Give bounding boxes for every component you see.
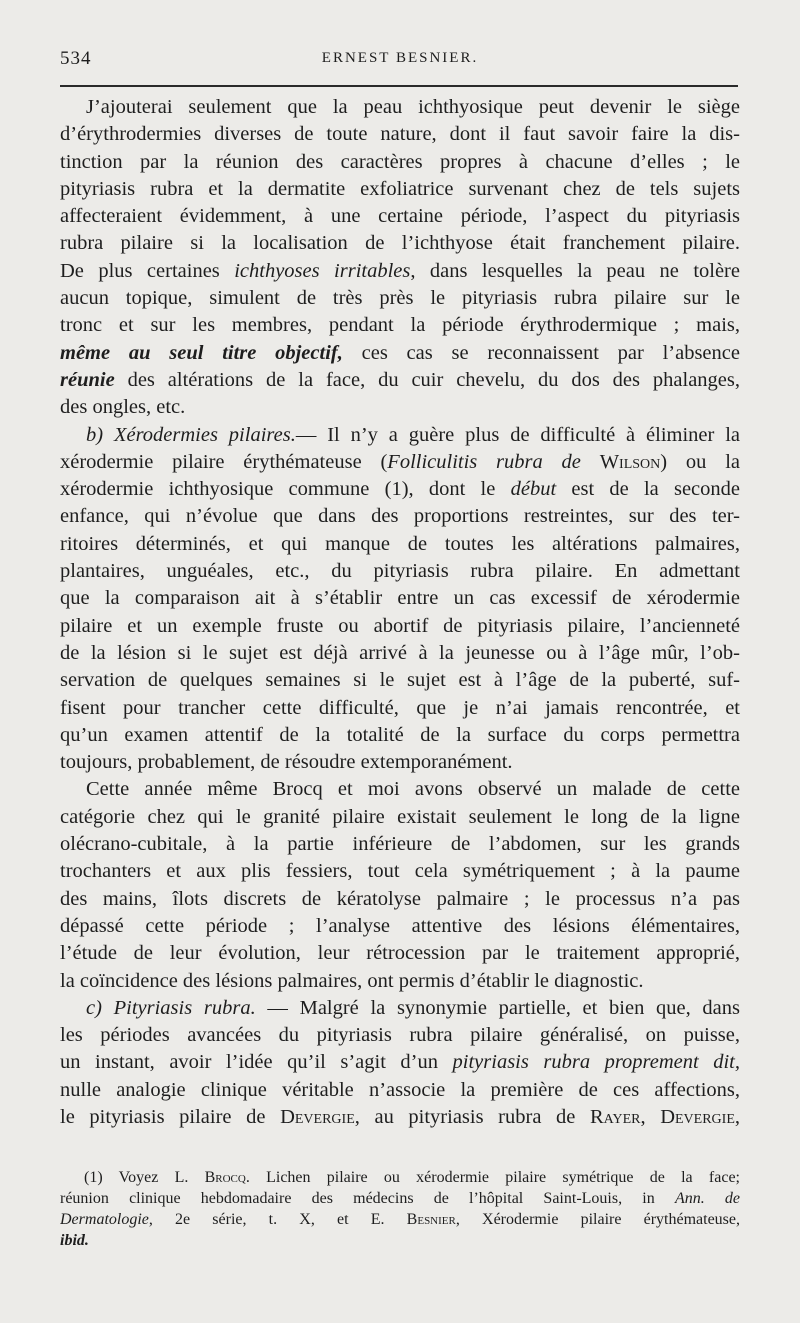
body-line — [60, 1077, 740, 1104]
body-text-run: d’érythrodermies diverses de toute nature, dont il faut savoir faire la dis- — [60, 123, 740, 146]
body-text-run: ichthyoses irritables — [234, 259, 411, 282]
body-text-run: des ongles, etc. — [60, 396, 186, 419]
body-text-run: ritoires déterminés, et qui manque de toutes les altérations palmaires, — [60, 532, 740, 555]
body-text-run: les périodes avancées du pityriasis rubra pilaire généralisé, on puisse, — [60, 1024, 740, 1047]
body-line — [60, 913, 740, 940]
body-text-run: que la comparaison ait à s’établir entre un cas excessif de xérodermie — [60, 587, 740, 610]
body-text-run: trochanters et aux plis fessiers, tout cela symétriquement ; à la paume — [60, 860, 740, 883]
body-line — [60, 449, 740, 476]
body-text-run: J’ajouterai seulement que la peau ichthyosique peut devenir le siège — [86, 96, 740, 118]
body-line — [60, 476, 740, 503]
body-text-run: pityriasis rubra proprement dit, — [452, 1051, 740, 1074]
body-text-run: b) Xérodermies pilaires. — [86, 423, 296, 446]
body-line — [60, 340, 740, 367]
body-text-run: pityriasis rubra et la dermatite exfoliatrice survenant chez de tels sujets — [60, 177, 740, 200]
body-text-run: de la lésion si le sujet est déjà arrivé à la jeunesse ou à l’âge mûr, l’ob- — [60, 641, 740, 664]
body-text-run: Cette année même Brocq et moi avons observé un malade de cette — [86, 778, 740, 801]
body-line — [60, 422, 740, 449]
footnote-text-run: Dermatologie — [60, 1211, 149, 1228]
body-text-run: xérodermie ichthyosique commune (1), dont le — [60, 478, 511, 501]
body-text-run: des mains, îlots discrets de kératolyse palmaire ; le processus n’a pas — [60, 887, 740, 910]
body-line — [60, 285, 740, 312]
body-text-run: catégorie chez qui le granité pilaire existait seulement le long de la ligne — [60, 805, 740, 828]
footnote-text-run: (1) Voyez L. — [84, 1169, 205, 1186]
footnote-line — [60, 1188, 740, 1209]
body-line — [60, 176, 740, 203]
body-line — [60, 695, 740, 722]
body-text-run: toujours, probablement, de résoudre extemporanément. — [60, 751, 513, 774]
body-text-run: aucun topique, simulent de très près le pityriasis rubra pilaire sur le — [60, 287, 740, 310]
body-line — [60, 585, 740, 612]
body-text-run: — Il n’y a guère plus de difficulté à éliminer la — [295, 423, 740, 446]
body-line — [60, 503, 740, 530]
body-text-run: xérodermie pilaire érythémateuse ( — [60, 450, 388, 473]
body-line — [60, 886, 740, 913]
body-line — [60, 940, 740, 967]
footnotes — [60, 1167, 740, 1251]
body-text-run: nulle analogie clinique véritable n’associe la première de ces affections, — [60, 1078, 740, 1101]
body-text-run: servation de quelques semaines si le sujet est à l’âge de la puberté, suf- — [60, 669, 740, 692]
body-line — [60, 640, 740, 667]
body-text-run: Devergie — [280, 1105, 355, 1128]
body-line — [60, 531, 740, 558]
body-text-run: , au pityriasis rubra de — [354, 1105, 590, 1128]
body-line — [60, 230, 740, 257]
body-text-run: rubra pilaire si la localisation de l’ichthyose était franchement pilaire. — [60, 232, 740, 255]
body-text-run: — Malgré la synonymie partielle, et bien que, dans — [255, 996, 740, 1019]
body-line — [60, 558, 740, 585]
body-line — [60, 1022, 740, 1049]
body-text-run: , — [734, 1105, 740, 1128]
footnote-line — [60, 1230, 740, 1251]
footnote-text-run: Ann. de — [674, 1190, 740, 1207]
body-text-run: des altérations de la face, du cuir chevelu, du dos des phalanges, — [114, 368, 740, 391]
body-text-run: c) Pityriasis rubra. — [86, 996, 256, 1019]
body-line — [60, 667, 740, 694]
body-line — [60, 776, 740, 803]
body-line — [60, 968, 740, 995]
footnote-text-run: réunion clinique hebdomadaire des médecins de l’hôpital Saint-Louis, in — [60, 1190, 675, 1207]
footnote-text-run: , 2e série, t. X, et E. — [148, 1211, 407, 1228]
body-line — [60, 613, 740, 640]
body-text-run: pilaire et un exemple fruste ou abortif de pityriasis pilaire, l’ancienneté — [60, 614, 740, 637]
running-head — [60, 48, 740, 74]
footnote-text-run: . Lichen pilaire ou xérodermie pilaire symétrique de la face; — [245, 1169, 740, 1186]
running-title: ERNEST BESNIER. — [321, 50, 479, 66]
body-line — [60, 203, 740, 230]
body-text-run: un instant, avoir l’idée qu’il s’agit d’un — [60, 1051, 453, 1074]
body-text-run: réunie — [60, 368, 115, 391]
body-text — [60, 94, 740, 1131]
body-text-run: dépassé cette période ; l’analyse attentive des lésions élémentaires, — [60, 914, 740, 937]
body-text-run — [581, 451, 600, 473]
body-text-run: Rayer — [589, 1105, 641, 1128]
body-text-run: la coïncidence des lésions palmaires, ont permis d’établir le diagnostic. — [60, 969, 644, 992]
header-rule — [60, 85, 738, 87]
body-text-run: plantaires, unguéales, etc., du pityriasis rubra pilaire. En admettant — [60, 560, 740, 583]
footnote-line — [60, 1167, 740, 1188]
footnote-text-run: ibid. — [60, 1232, 89, 1249]
body-line — [60, 94, 740, 121]
body-text-run: Wilson — [599, 450, 661, 473]
body-text-run: ces cas se reconnaissent par l’absence — [342, 341, 740, 364]
body-text-run: olécrano-cubitale, à la partie inférieure de l’abdomen, sur les grands — [60, 833, 740, 856]
footnote-text-run: Besnier — [406, 1211, 456, 1228]
body-text-run: Devergie — [660, 1105, 735, 1128]
body-line — [60, 1049, 740, 1076]
body-line — [60, 1104, 740, 1131]
body-text-run: enfance, qui n’évolue que dans des proportions restreintes, sur des ter- — [60, 505, 740, 528]
body-line — [60, 722, 740, 749]
body-text-run: même au seul titre objectif, — [60, 341, 343, 364]
body-text-run: De plus certaines — [60, 259, 235, 282]
body-line — [60, 804, 740, 831]
body-text-run: , — [640, 1105, 661, 1128]
footnote-text-run: Brocq — [204, 1169, 246, 1186]
body-text-run: début — [510, 478, 557, 501]
body-line — [60, 149, 740, 176]
body-line — [60, 858, 740, 885]
body-text-run: le pityriasis pilaire de — [60, 1105, 281, 1128]
body-line — [60, 367, 740, 394]
body-text-run: Folliculitis rubra de — [387, 450, 581, 473]
body-text-run: ) ou la — [660, 450, 740, 473]
body-text-run: affecteraient évidemment, à une certaine période, l’aspect du pityriasis — [60, 205, 740, 228]
footnote-line — [60, 1209, 740, 1230]
body-line — [60, 121, 740, 148]
body-line — [60, 749, 740, 776]
body-text-run: tronc et sur les membres, pendant la période érythrodermique ; mais, — [60, 314, 740, 337]
body-text-run: qu’un examen attentif de la totalité de la surface du corps permettra — [60, 723, 740, 746]
body-line — [60, 995, 740, 1022]
page-number: 534 — [60, 48, 92, 69]
body-line — [60, 258, 740, 285]
body-text-run: tinction par la réunion des caractères propres à chacune d’elles ; le — [60, 150, 740, 173]
body-text-run: l’étude de leur évolution, leur rétrocession par le traitement approprié, — [60, 942, 740, 965]
body-text-run: est de la seconde — [556, 478, 740, 501]
footnote-text-run: , Xérodermie pilaire érythémateuse, — [455, 1211, 740, 1228]
body-line — [60, 394, 740, 421]
body-line — [60, 312, 740, 339]
body-text-run: fisent pour trancher cette difficulté, que je n’ai jamais rencontrée, et — [60, 696, 740, 719]
body-line — [60, 831, 740, 858]
body-text-run: , dans lesquelles la peau ne tolère — [410, 259, 740, 282]
